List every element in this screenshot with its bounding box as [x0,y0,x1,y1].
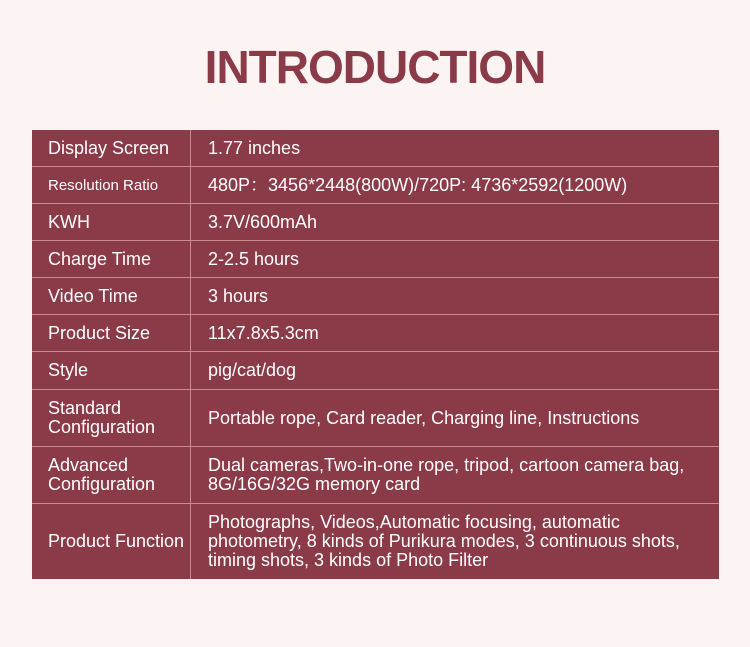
table-row-charge-time [32,241,719,278]
row-label: Product Size [32,315,191,351]
table-row-product-function [32,504,719,579]
row-label: Advanced Configuration [32,447,191,503]
row-value: Dual cameras,Two-in-one rope, tripod, cartoon camera bag, 8G/16G/32G memory card [208,455,685,494]
row-value: pig/cat/dog [208,360,297,380]
row-label: Style [32,352,191,389]
row-label: Display Screen [32,130,191,166]
row-label: Product Function [32,504,191,579]
row-label: Standard Configuration [32,390,191,446]
row-label: Resolution Ratio [32,167,191,203]
row-value: 1.77 inches [208,137,301,158]
table-row-standard-configuration [32,390,719,447]
table-row-style [32,352,719,390]
table-row-display-screen [32,130,719,167]
row-value: 3 hours [208,285,269,306]
row-value: 11x7.8x5.3cm [208,322,319,343]
table-row-video-time [32,278,719,315]
row-label: Video Time [32,278,191,314]
row-value: 3.7V/600mAh [208,211,318,232]
row-value: Photographs, Videos,Automatic focusing, automatic photometry, 8 kinds of Purikura modes, 3 continuous shots, timing shots, 3 kinds of Photo Filter [208,512,680,570]
row-value: Portable rope, Card reader, Charging line, Instructions [208,407,640,428]
row-label: KWH [32,204,191,240]
table-row-kwh [32,204,719,241]
spec-table [32,130,719,579]
row-value: 2-2.5 hours [208,248,300,269]
table-row-advanced-configuration [32,447,719,504]
page-title: INTRODUCTION [204,41,546,93]
table-row-resolution-ratio [32,167,719,204]
row-label: Charge Time [32,241,191,277]
row-value: 480P：3456*2448(800W)/720P: 4736*2592(1200W) [208,174,628,195]
table-row-product-size [32,315,719,352]
